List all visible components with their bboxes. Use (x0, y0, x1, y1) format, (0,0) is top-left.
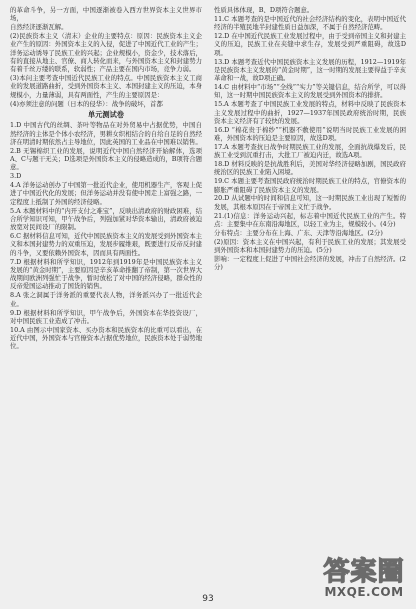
paragraph: (3)本问主要考查中国近代民族工业的特点。中国民族资本主义工商业的发展道路曲折，受到外国资本主义、本国封建主义的压迫，本身规模小，力量薄弱，具有两面性，产生的主要原因是： (10, 74, 202, 99)
watermark-main-text: 答案圈 (323, 557, 405, 587)
answer-item: 分布特点：主要分布在上海、广东、天津等沿海地区。(2分) (214, 228, 383, 237)
paragraph: 的革命斗争，另一方面，中国逐渐被卷入西方世界资本主义世界市场， (10, 6, 202, 23)
answer-item: 16.D “棉花贵于棉纱”“机器不敷使用”说明当时民族工业发展的困难，外国资本的压迫是主要原因，故选D项。 (214, 125, 406, 143)
answer-item: 15.A 本题考查了中国民族工业发展的特点，材料中反映了民族资本主义发展过程中的曲折，1927—1937年国民政府统治时期，民族资本主义经济有了较快的发展。 (214, 100, 406, 125)
answer-item: 10.A 由图示中国家资本、买办资本和民族资本的比重可以看出，在近代中国，外国资本与官僚资本占据优势地位，民族资本处于弱势地位。 (10, 325, 202, 351)
answer-item: 影响：一定程度上促进了中国社会经济的发展，冲击了自然经济。(2分) (214, 254, 406, 272)
right-column (214, 6, 406, 587)
section-heading: 单元测试卷 (88, 109, 124, 119)
answer-item: 11.C 本题考查的是中国近代的社会经济结构的变化，表明中国近代经济的半殖民地半封建性质日益加深，不属于自然经济范畴。 (214, 14, 406, 32)
answer-columns (10, 6, 406, 587)
answer-item: 2.B 无锡棉织工业的发展，说明近代中国自然经济开始解体，选项A、C与题干无关；D选项是外国资本主义的侵略造成的，B项符合题意。 (10, 146, 202, 172)
page-number: 93 (202, 594, 214, 604)
answer-item: 12.D 在中国近代民族工业发展过程中，由于受到帝国主义和封建主义的压迫，民族工业在夹缝中求生存，发展受到严重阻碍，故选D项。 (214, 32, 406, 57)
answer-item: 9.D 根据材料和所学知识，甲午战争后，外国资本在华投资设厂，对中国民族工业造成了冲击。 (10, 308, 202, 325)
answer-item: 21.(1)信息：洋务运动兴起，标志着中国近代民族工业的产生。特点：主要集中在东南沿海地区，以轻工业为主，规模较小。(4分) (214, 211, 406, 228)
site-watermark-logo (318, 555, 410, 603)
answer-item: 4.A 洋务运动创办了中国第一批近代企业，使用机器生产，客观上促进了中国近代化的发展；但洋务运动并没有使中国走上富强之路，一定程度上抵制了外国的经济侵略。 (10, 181, 202, 206)
answer-item: 14.C 由材料中“市场”“全线”“实力”等关键信息，结合所学，可以得知，这一时期中国民族资本主义的发展受到外国资本的排挤。 (214, 83, 406, 100)
answer-item: 19.C 本题主要考查国民政府统治时期民族工业的特点，官僚资本的膨胀严重阻碍了民族资本主义的发展。 (214, 177, 406, 194)
answer-item: 性质具体体现，B、D项符合题意。 (214, 6, 314, 14)
paragraph: 自然经济逐渐瓦解。 (10, 23, 68, 32)
paragraph: (4)亦须注意的问题（日本的侵华）：战争的破坏，首都 (10, 99, 163, 108)
answer-item: 18.D 材料反映的是抗战胜利后，美国对华经济侵略加剧，国民政府统治区的民族工业陷入困境。 (214, 160, 406, 177)
answer-item: 5.A 本题材料中的“内开支付之难宝”，反映出清政府的财政困难，结合所学知识可知，甲午战争后，列强加紧对华资本输出，清政府被迫放宽对民间设厂的限制。 (10, 206, 202, 232)
watermark-url-text: MXQE.COM (324, 585, 404, 599)
answer-item: 8.A 张之洞属于洋务派的重要代表人物，洋务派兴办了一批近代企业。 (10, 291, 202, 308)
answer-item: 7.D 根据材料和所学知识，1912年到1919年是中国民族资本主义发展的“黄金时期”，主要原因是辛亥革命推翻了帝制，第一次世界大战期间欧洲列强忙于战争，暂时放松了对中国的经济侵略，群众性的反帝爱国运动推动了国货的销售。 (10, 257, 202, 291)
answer-item: (2)原因：资本主义在中国兴起，有利于民族工业的发展；其发展受到外国资本和本国封建势力的压迫。(5分) (214, 237, 406, 255)
answer-item: 3.D (10, 172, 22, 181)
left-column (10, 6, 202, 584)
answer-item: 20.D 从试题中的时间和信息可知，这一时期民族工业出现了短暂的发展，其根本原因在于帝国主义忙于战争。 (214, 194, 406, 211)
answer-item: 1.D 中国古代的丝绸、茶叶等物品在对外贸易中占据优势，中国自然经济的主体是个体小农经济，男耕女织相结合的自给自足的自然经济在明清时期依然占主导地位，因此英国的工业品在中国难以销售。 (10, 121, 202, 146)
answer-item: 6.C 据材料信息可知，近代中国民族资本主义的发展受到外国资本主义和本国封建势力的双重压迫，发展步履维艰，既要进行反帝反封建的斗争，又要依赖外国资本，因而具有两面性。 (10, 232, 202, 257)
answer-item: 17.A 本题考查抗日战争时期民族工业的发展，全面抗战爆发后，民族工业受到沉重打击，大批工厂被迫内迁，故选A项。 (214, 142, 406, 160)
answer-item: 13.D 本题考查近代中国民族资本主义发展的历程，1912—1919年是民族资本主义发展的“黄金时期”，这一时期的发展主要得益于辛亥革命和一战，故D项正确。 (214, 57, 406, 83)
paragraph: (2)民族资本主义（清末）企业的主要特点：原因：民族资本主义企业产生的原因：外国资本主义的入侵，促进了中国近代工业的产生；洋务运动诱导了民族工业的兴起；企业规模小，资金少，技术落后，有的直接从地主、官僚、商人转化而来，与外国资本主义和封建势力有着千丝万缕的联系，软弱性；产品主要在国内市场，竞争力弱。 (10, 32, 202, 74)
